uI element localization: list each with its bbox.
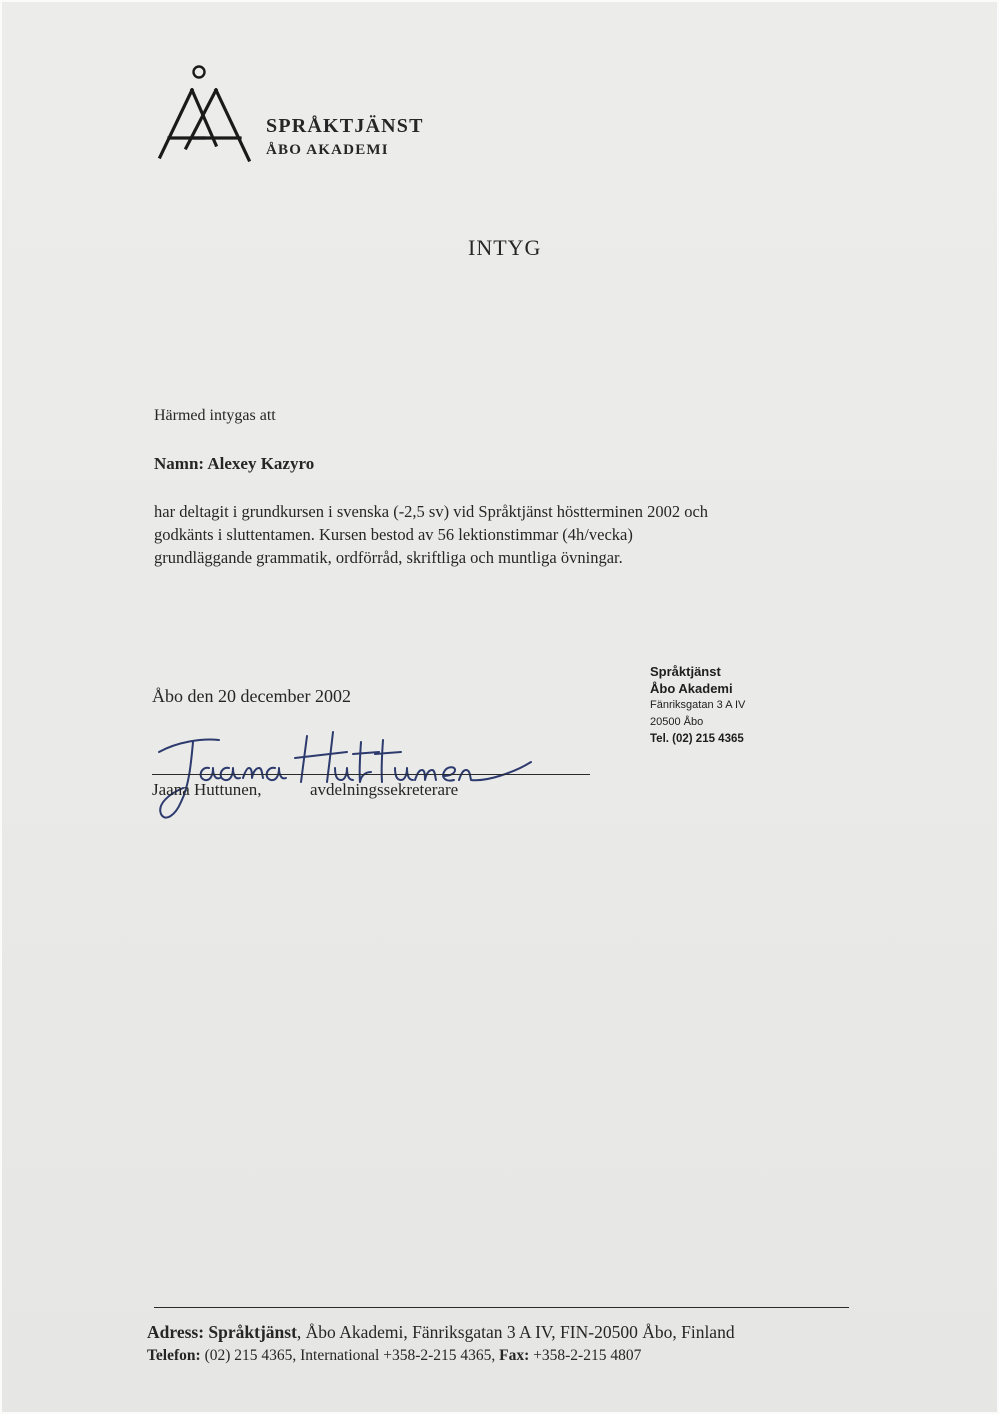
document-title: INTYG: [468, 235, 542, 260]
stamp-line: Åbo Akademi: [650, 681, 733, 696]
footer-address-org: Språktjänst: [208, 1322, 297, 1342]
body-line: godkänts i sluttentamen. Kursen bestod av 56 lektionstimmar (4h/vecka): [154, 525, 633, 544]
footer-phone-label: Telefon:: [147, 1347, 201, 1364]
signer-title: avdelningssekreterare: [310, 780, 459, 799]
body-line: grundläggande grammatik, ordförråd, skriftliga och muntliga övningar.: [154, 548, 623, 567]
stamp-line: 20500 Åbo: [650, 716, 704, 728]
letterhead-org-sub: ÅBO AKADEMI: [266, 142, 389, 158]
letterhead-org-name: SPRÅKTJÄNST: [266, 115, 424, 137]
document-page: [2, 2, 997, 1412]
footer-fax-text: +358-2-215 4807: [529, 1347, 642, 1364]
footer-fax-label: Fax:: [499, 1347, 530, 1364]
place-and-date: Åbo den 20 december 2002: [152, 686, 351, 706]
office-stamp: [650, 663, 745, 748]
stamp-line: Tel. (02) 215 4365: [650, 733, 744, 745]
signature-line: [152, 774, 590, 775]
signer-name: Jaana Huttunen,: [152, 780, 262, 799]
body-paragraph: [154, 500, 854, 569]
footer-address: [147, 1322, 735, 1343]
stamp-line: Språktjänst: [650, 664, 721, 679]
abo-akademi-logo-icon: [152, 60, 262, 165]
footer-phone: [147, 1347, 641, 1365]
footer-divider: [154, 1307, 849, 1308]
intro-text: Härmed intygas att: [154, 407, 276, 424]
footer-address-text: , Åbo Akademi, Fänriksgatan 3 A IV, FIN-20500 Åbo, Finland: [296, 1322, 735, 1342]
footer-address-label: Adress:: [147, 1322, 205, 1342]
stamp-line: Fänriksgatan 3 A IV: [650, 699, 746, 711]
recipient-name: Namn: Alexey Kazyro: [154, 454, 315, 473]
body-line: har deltagit i grundkursen i svenska (-2,5 sv) vid Språktjänst höstterminen 2002 och: [154, 502, 709, 521]
handwritten-signature: [147, 724, 537, 829]
footer-phone-text: (02) 215 4365, International +358-2-215 4365,: [200, 1347, 500, 1364]
